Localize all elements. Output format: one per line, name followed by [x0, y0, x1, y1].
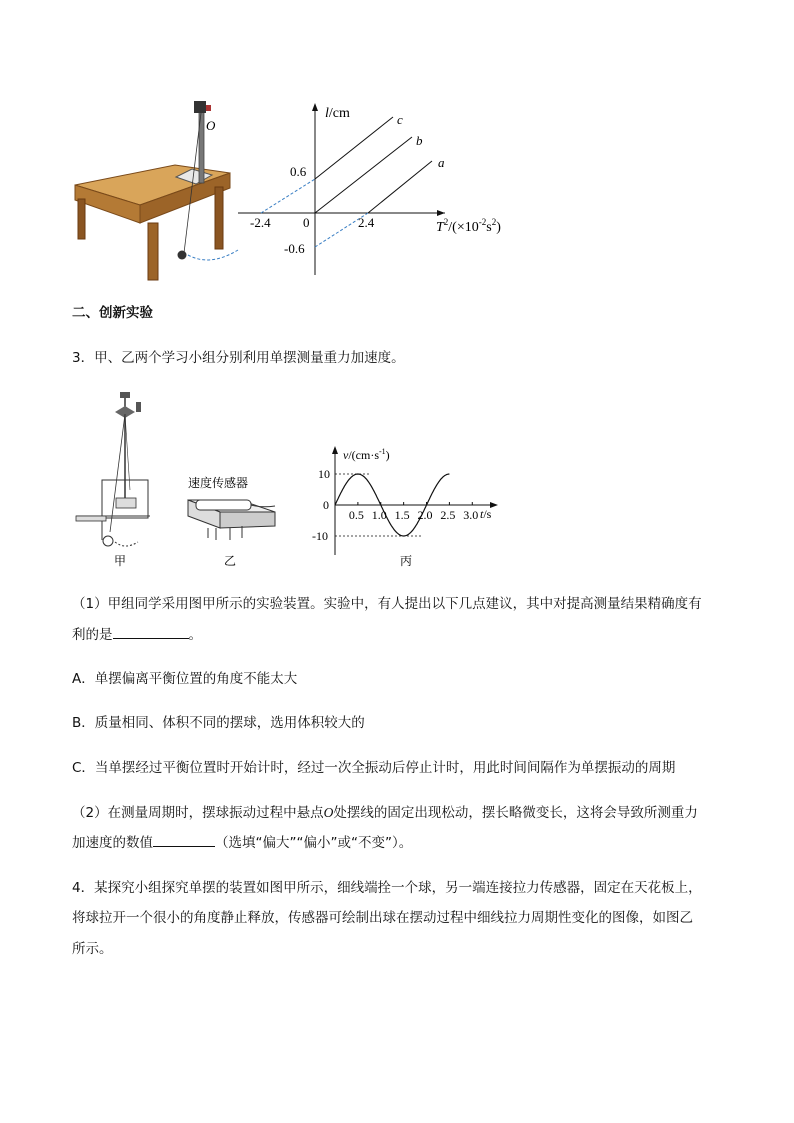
vt-y-label: $v/(cm\cdot s^{-1})$ — [343, 447, 390, 462]
q3-part1-prefix: 利的是 — [72, 627, 113, 643]
line-c — [315, 117, 393, 179]
y-axis-arrow — [312, 103, 318, 111]
figure-q3 — [70, 390, 510, 570]
vt-tick-label: 1.0 — [371, 508, 387, 522]
vt-tick-label: 0.5 — [348, 508, 364, 522]
origin-label: 0 — [303, 215, 310, 230]
apparatus-jia — [76, 392, 150, 546]
option-a: A．单摆偏离平衡位置的角度不能太大 — [72, 671, 298, 687]
option-c: C．当单摆经过平衡位置时开始计时，经过一次全振动后停止计时，用此时间间隔作为单摆振动的周期 — [72, 760, 676, 776]
q3-part2-line2 — [72, 832, 412, 853]
x-axis-label: $T^2/(\times 10^{-2}s^2)$ — [436, 217, 501, 235]
q3-part2-suffix: 处摆线的固定出现松动，摆长略微变长，这将会导致所测重力 — [333, 805, 698, 821]
vt-tick-neg10: -10 — [312, 529, 328, 543]
q4-line2: 将球拉开一个很小的角度静止释放，传感器可绘制出球在摆动过程中细线拉力周期性变化的图像，如图乙 — [72, 910, 693, 926]
vt-tick-label: 3.0 — [463, 508, 479, 522]
section-title: 二、创新实验 — [72, 305, 153, 321]
y-axis-label: l/cm — [325, 106, 350, 121]
line-b — [315, 137, 412, 213]
q4-line1: 4．某探究小组探究单摆的装置如图甲所示，细线端拴一个球，另一端连接拉力传感器，固定在天花板上， — [72, 880, 702, 896]
answer-blank-1[interactable] — [113, 624, 189, 639]
answer-blank-2[interactable] — [153, 832, 215, 847]
pivot-label-o: O — [206, 118, 216, 133]
x-axis-arrow — [437, 210, 445, 216]
q3-part1-line1: （1）甲组同学采用图甲所示的实验装置。实验中，有人提出以下几点建议，其中对提高测量结果精确度有 — [72, 596, 702, 612]
line-label-a: a — [438, 155, 445, 170]
tick-x-2-4: 2.4 — [358, 215, 375, 230]
pivot-o-inline: O — [323, 805, 334, 820]
line-label-c: c — [397, 112, 403, 127]
extension-c — [261, 179, 315, 213]
vt-x-label: t/s — [480, 507, 492, 521]
tick-y-0-6: 0.6 — [290, 164, 307, 179]
q3-part2-prefix: （2）在测量周期时，摆球振动过程中悬点 — [72, 805, 324, 821]
caption-jia: 甲 — [114, 554, 127, 568]
q3-stem: 3．甲、乙两个学习小组分别利用单摆测量重力加速度。 — [72, 350, 405, 366]
line-a — [368, 161, 432, 213]
q4-line3: 所示。 — [72, 941, 113, 957]
apparatus-yi — [188, 500, 275, 540]
tick-y-neg-0-6: -0.6 — [284, 241, 305, 256]
q3-part2-line2-prefix: 加速度的数值 — [72, 835, 153, 851]
l-vs-t2-graph — [238, 103, 501, 275]
vt-tick-label: 2.5 — [440, 508, 456, 522]
option-b: B．质量相同、体积不同的摆球，选用体积较大的 — [72, 715, 365, 731]
q3-part2-line1 — [72, 803, 698, 823]
vt-tick-label: 2.0 — [417, 508, 433, 522]
sensor-label: 速度传感器 — [188, 476, 249, 490]
caption-yi: 乙 — [224, 554, 237, 568]
tick-x-neg-2-4: -2.4 — [250, 215, 271, 230]
q3-part2-line2-suffix: （选填“偏大”“偏小”或“不变”）。 — [215, 835, 413, 851]
line-label-b: b — [416, 133, 423, 148]
vt-tick-label: 1.5 — [394, 508, 410, 522]
q3-part1-line2 — [72, 624, 202, 645]
vt-graph — [312, 446, 498, 555]
q3-part1-suffix: 。 — [188, 627, 202, 643]
figure-pendulum-graph — [60, 95, 540, 285]
caption-bing: 丙 — [400, 554, 413, 568]
vt-tick-0: 0 — [323, 498, 329, 512]
vt-tick-10: 10 — [318, 467, 330, 481]
